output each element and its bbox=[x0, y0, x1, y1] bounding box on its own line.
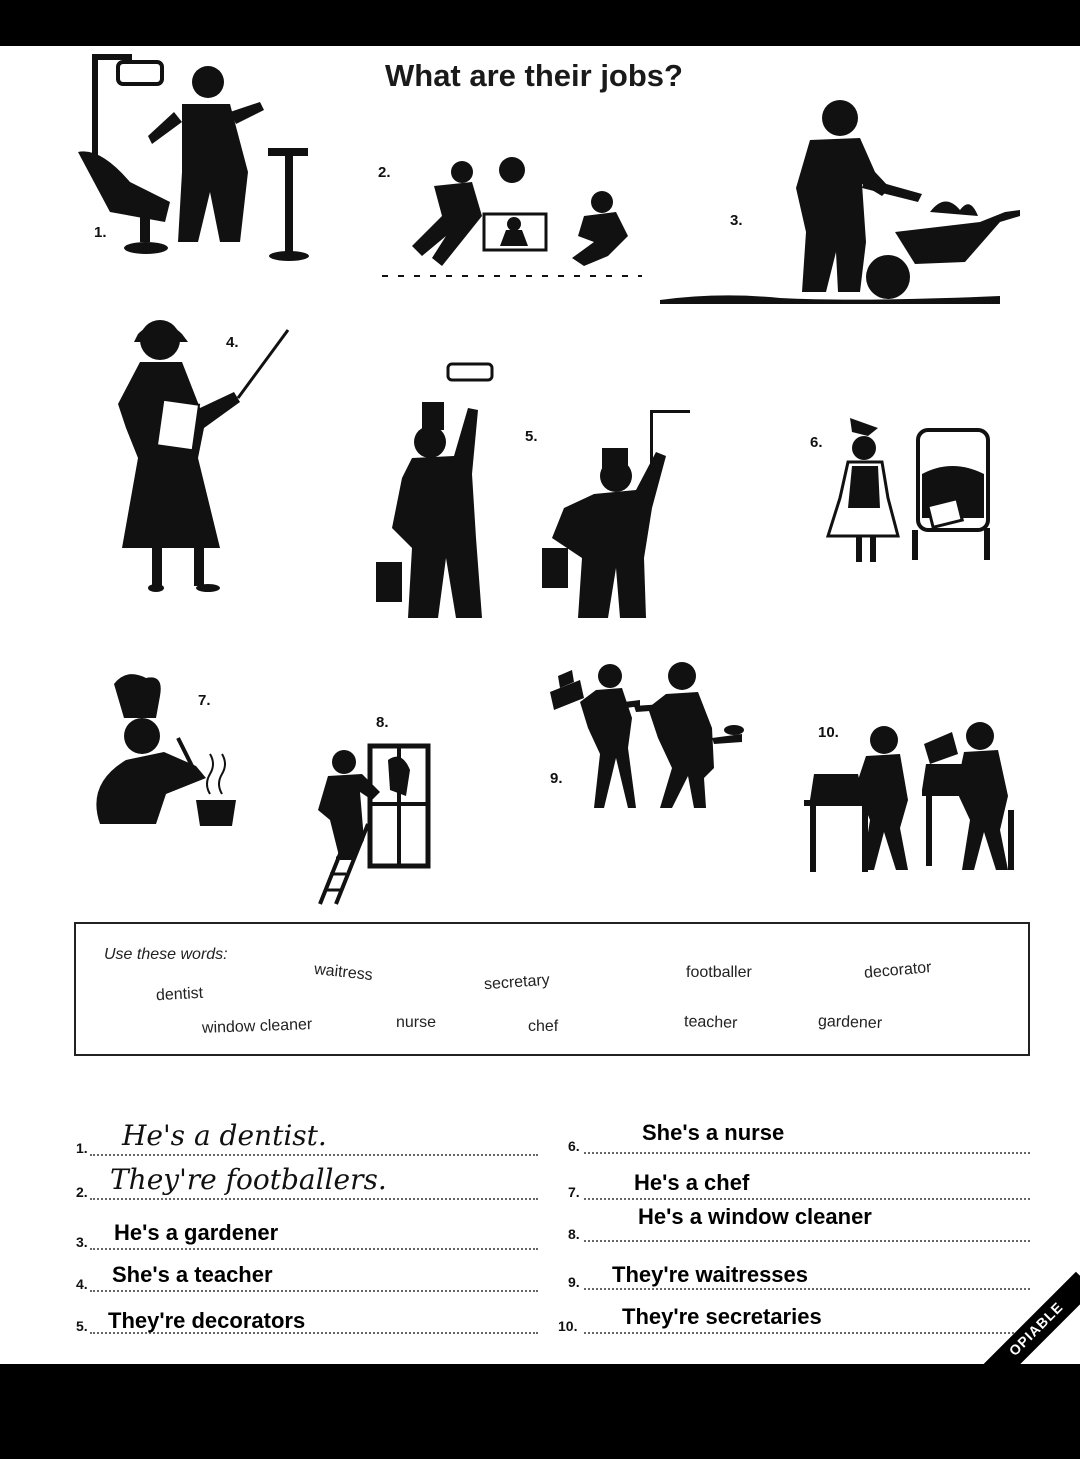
picture-number: 8. bbox=[376, 714, 389, 731]
answer-number: 9. bbox=[568, 1274, 580, 1290]
answer-text: He's a chef bbox=[634, 1170, 750, 1195]
answer-line-3[interactable] bbox=[76, 1212, 538, 1252]
corner-label: OPIABLE bbox=[1005, 1298, 1067, 1359]
answer-dotted-line bbox=[584, 1198, 1030, 1200]
answer-line-1[interactable] bbox=[76, 1114, 538, 1158]
answer-dotted-line bbox=[584, 1240, 1030, 1242]
word-bank-word: window cleaner bbox=[201, 1016, 313, 1037]
answer-dotted-line bbox=[90, 1248, 538, 1250]
footballers-silhouette-icon bbox=[372, 146, 652, 296]
word-bank-label: Use these words: bbox=[104, 946, 228, 963]
picture-number: 4. bbox=[226, 334, 239, 351]
picture-number: 6. bbox=[810, 434, 823, 451]
answer-dotted-line bbox=[90, 1154, 538, 1156]
answer-dotted-line bbox=[584, 1152, 1030, 1154]
answer-line-2[interactable] bbox=[76, 1158, 538, 1202]
picture-number: 3. bbox=[730, 212, 743, 229]
word-bank-word: chef bbox=[528, 1018, 559, 1035]
answer-number: 4. bbox=[76, 1276, 88, 1292]
answer-number: 6. bbox=[568, 1138, 580, 1154]
teacher-silhouette-icon bbox=[108, 318, 298, 593]
word-bank-word: teacher bbox=[683, 1013, 738, 1032]
answer-text: They're decorators bbox=[108, 1308, 306, 1333]
answer-line-10[interactable] bbox=[558, 1296, 1030, 1336]
answer-line-4[interactable] bbox=[76, 1254, 538, 1294]
word-bank-box bbox=[74, 922, 1030, 1056]
dentist-silhouette-icon bbox=[70, 52, 340, 267]
answer-number: 7. bbox=[568, 1184, 580, 1200]
picture-number: 1. bbox=[94, 224, 107, 241]
answer-number: 10. bbox=[558, 1318, 578, 1334]
answer-line-5[interactable] bbox=[76, 1296, 538, 1336]
answer-line-6[interactable] bbox=[568, 1116, 1030, 1156]
picture-number: 10. bbox=[818, 724, 839, 741]
answer-dotted-line bbox=[90, 1198, 538, 1200]
nurse-silhouette-icon bbox=[826, 418, 996, 568]
word-bank-word: waitress bbox=[313, 960, 374, 985]
answer-number: 2. bbox=[76, 1184, 88, 1200]
answer-number: 5. bbox=[76, 1318, 88, 1334]
word-bank-word: nurse bbox=[396, 1014, 437, 1031]
answer-text: He's a dentist. bbox=[122, 1119, 327, 1152]
answer-dotted-line bbox=[90, 1290, 538, 1292]
answer-text: He's a window cleaner bbox=[638, 1204, 872, 1229]
picture-number: 9. bbox=[550, 770, 563, 787]
picture-number: 7. bbox=[198, 692, 211, 709]
answer-text: He's a gardener bbox=[114, 1220, 279, 1245]
word-bank-word: dentist bbox=[155, 984, 204, 1005]
window-cleaner-silhouette-icon bbox=[310, 740, 440, 906]
answer-line-7[interactable] bbox=[568, 1162, 1030, 1202]
answer-dotted-line bbox=[584, 1332, 1030, 1334]
secretaries-silhouette-icon bbox=[804, 720, 1024, 880]
answer-dotted-line bbox=[584, 1288, 1030, 1290]
answer-text: They're waitresses bbox=[612, 1262, 809, 1287]
answer-text: She's a teacher bbox=[112, 1262, 273, 1287]
answer-number: 1. bbox=[76, 1140, 88, 1156]
answer-text: They're secretaries bbox=[622, 1304, 822, 1329]
answer-number: 8. bbox=[568, 1226, 580, 1242]
answer-text: They're footballers. bbox=[110, 1163, 387, 1196]
chef-silhouette-icon bbox=[86, 674, 246, 826]
picture-number: 5. bbox=[525, 428, 538, 445]
waitresses-silhouette-icon bbox=[544, 658, 754, 818]
answer-line-9[interactable] bbox=[568, 1252, 1030, 1292]
gardener-silhouette-icon bbox=[660, 92, 1035, 307]
word-bank-word: gardener bbox=[817, 1012, 883, 1033]
word-bank-word: secretary bbox=[483, 971, 551, 994]
answer-text: She's a nurse bbox=[642, 1120, 785, 1145]
worksheet-page bbox=[0, 46, 1080, 1364]
answer-number: 3. bbox=[76, 1234, 88, 1250]
answer-line-8[interactable] bbox=[568, 1202, 1030, 1244]
word-bank-word: footballer bbox=[686, 964, 752, 981]
worksheet-title: What are their jobs? bbox=[385, 58, 683, 93]
word-bank-word: decorator bbox=[863, 959, 933, 982]
picture-number: 2. bbox=[378, 164, 391, 181]
decorators-silhouette-icon bbox=[372, 348, 702, 623]
